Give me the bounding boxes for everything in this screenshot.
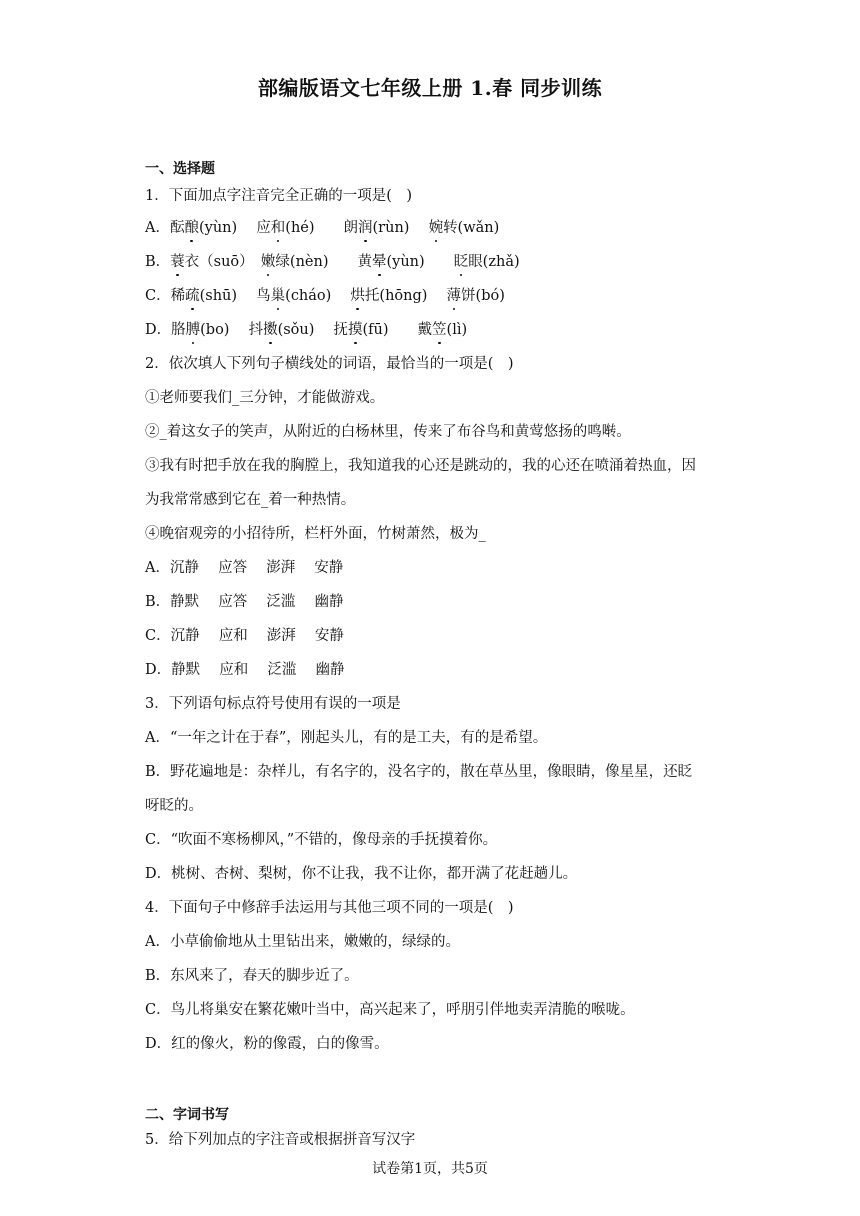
q3-option-b-line2: 呀眨的。 (145, 798, 203, 814)
option-text: (fū) 戴 (362, 322, 433, 338)
emphasis-dotted-char: 润 (358, 220, 373, 236)
option-text: (shū) 鸟 (199, 288, 271, 304)
emphasis-dotted-char: 蓑 (170, 254, 185, 270)
q2-option-c: C．沉静 应和 澎湃 安静 (145, 628, 344, 644)
option-text: (sǒu) 抚 (277, 322, 349, 338)
q3-option-b-line1: B．野花遍地是：杂样儿，有名字的，没名字的，散在草丛里，像眼睛，像星星，还眨 (145, 764, 693, 780)
option-text: (cháo) (285, 288, 351, 304)
option-text: 转(wǎn) (443, 220, 500, 236)
option-text: D．胳 (145, 322, 186, 338)
q2-sentence-1: ①老师要我们_三分钟，才能做游戏。 (145, 390, 385, 406)
page-footer: 试卷第1页，共5页 (372, 1161, 488, 1177)
emphasis-dotted-char: 嫩 (260, 254, 276, 270)
q4-option-a: A．小草偷偷地从土里钻出来，嫩嫩的，绿绿的。 (145, 934, 460, 950)
q3-option-c: C．“吹面不寒杨柳风，”不错的，像母亲的手抚摸着你。 (145, 832, 498, 848)
q3-stem: 3．下列语句标点符号使用有误的一项是 (145, 696, 401, 712)
option-text: 绿(nèn) 黄 (275, 254, 372, 270)
emphasis-dotted-char: 膊 (185, 322, 201, 338)
option-text: (bo) 抖 (200, 322, 264, 338)
option-text: (rùn) (372, 220, 429, 236)
q3-option-d: D．桃树、杏树、梨树，你不让我，我不让你，都开满了花赶趟儿。 (145, 866, 578, 882)
q4-option-c: C．鸟儿将巢安在繁花嫩叶当中，高兴起来了，呼朋引伴地卖弄清脆的喉咙。 (145, 1002, 635, 1018)
q2-option-d: D．静默 应和 泛滥 幽静 (145, 662, 345, 678)
q2-sentence-3a: ③我有时把手放在我的胸膛上，我知道我的心还是跳动的，我的心还在喷涌着热血，因 (145, 458, 696, 474)
emphasis-dotted-char: 摸 (348, 322, 363, 338)
emphasis-dotted-char: 薄 (446, 288, 462, 304)
q1-option-b (145, 252, 520, 272)
emphasis-dotted-char: 擞 (263, 322, 278, 338)
page-title: 部编版语文七年级上册 1.春 同步训练 (257, 76, 603, 100)
option-text: A． (145, 220, 170, 236)
q2-option-b: B．静默 应答 泛滥 幽静 (145, 594, 344, 610)
q1-option-d (145, 320, 467, 340)
q3-option-a: A．“一年之计在于春”，刚起头儿，有的是工夫，有的是希望。 (145, 730, 548, 746)
option-text: B． (145, 254, 171, 270)
emphasis-dotted-char: 眨 (453, 254, 469, 270)
q2-option-a: A．沉静 应答 澎湃 安静 (145, 560, 344, 576)
q5-stem: 5．给下列加点的字注音或根据拼音写汉字 (145, 1132, 416, 1148)
q1-option-a (145, 218, 499, 238)
q4-option-d: D．红的像火，粉的像霞，白的像雪。 (145, 1036, 389, 1052)
q1-option-c (145, 286, 505, 306)
q2-sentence-3b: 为我常常感到它在_着一种热情。 (145, 492, 356, 508)
option-text: (yùn) (386, 254, 454, 270)
emphasis-dotted-char: 烘 (350, 288, 365, 304)
option-text: (lì) (446, 322, 468, 338)
emphasis-dotted-char: 婉 (428, 220, 444, 236)
section-heading-choice: 一、选择题 (145, 161, 215, 177)
q1-stem: 1．下面加点字注音完全正确的一项是( ) (145, 188, 413, 204)
emphasis-dotted-char: 晕 (372, 254, 387, 270)
option-text: 托(hōng) (364, 288, 447, 304)
option-text: 饼(bó) (461, 288, 505, 304)
q2-stem: 2．依次填人下列句子横线处的词语，最恰当的一项是( ) (145, 356, 514, 372)
q2-sentence-2: ②_着这女子的笑声，从附近的白杨林里，传来了布谷鸟和黄莺悠扬的鸣啭。 (145, 424, 631, 440)
q4-option-b: B．东风来了，春天的脚步近了。 (145, 968, 359, 984)
option-text: (yùn) 应 (198, 220, 271, 236)
emphasis-dotted-char: 笠 (432, 322, 447, 338)
option-text: 眼(zhǎ) (468, 254, 520, 270)
emphasis-dotted-char: 巢 (270, 288, 286, 304)
option-text: (hé) 朗 (285, 220, 359, 236)
section-heading-vocab: 二、字词书写 (145, 1107, 229, 1123)
option-text: C．稀 (145, 288, 186, 304)
emphasis-dotted-char: 酿 (184, 220, 199, 236)
q4-stem: 4．下面句子中修辞手法运用与其他三项不同的一项是( ) (145, 900, 514, 916)
emphasis-dotted-char: 疏 (185, 288, 200, 304)
option-text: 酝 (169, 220, 185, 236)
option-text: 衣（suō） (184, 254, 261, 270)
q2-sentence-4: ④晚宿观旁的小招待所，栏杆外面，竹树萧然，极为_ (145, 526, 486, 542)
emphasis-dotted-char: 和 (270, 220, 286, 236)
